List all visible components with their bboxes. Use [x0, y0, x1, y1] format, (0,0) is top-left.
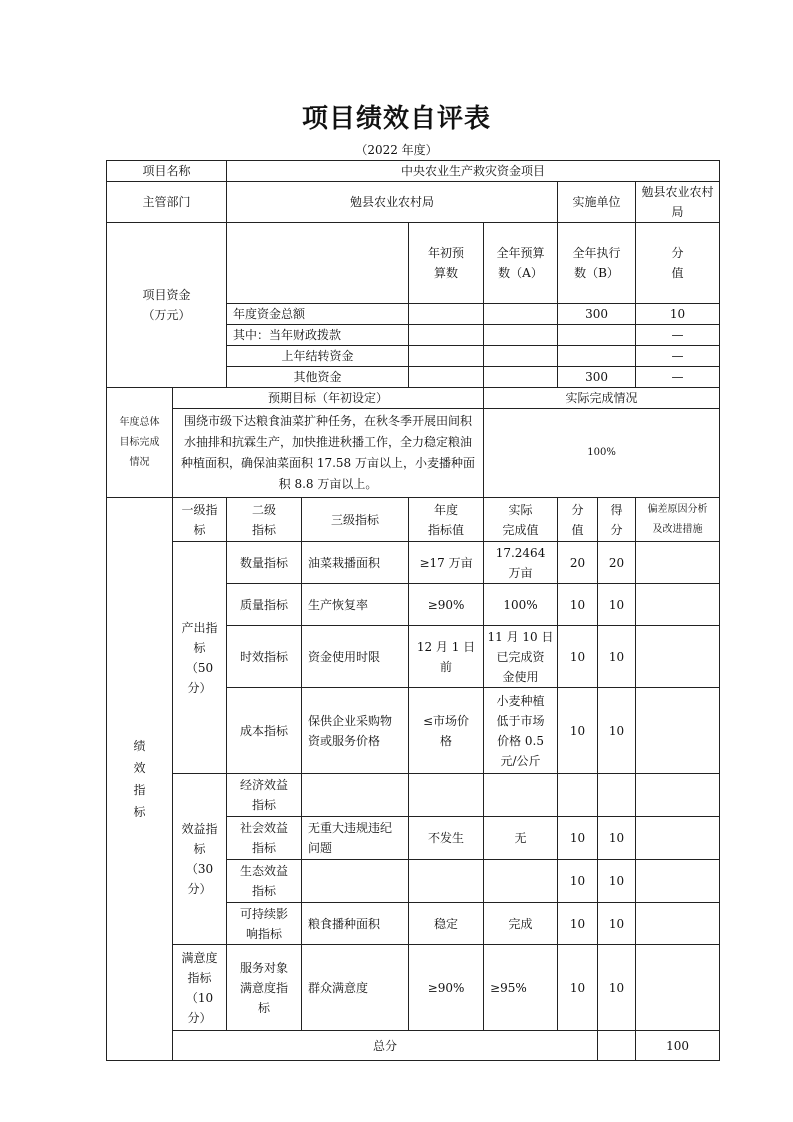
- perf-label-char: 效: [133, 761, 146, 775]
- benefit-l1-line2: 标: [193, 842, 206, 856]
- ind-l3: [302, 688, 409, 774]
- ind-header-target-line2: 指标值: [428, 522, 465, 537]
- ind-actual: 无: [484, 817, 558, 860]
- funds-row-full: [484, 367, 558, 388]
- ind-target: 不发生: [409, 817, 484, 860]
- funds-row-score: —: [636, 325, 720, 346]
- perf-label-char: 指: [133, 783, 146, 797]
- ind-actual: ≥95%: [484, 945, 558, 1031]
- ind-score: 10: [558, 817, 598, 860]
- ind-header-got: [598, 498, 636, 542]
- funds-header-blank: [227, 223, 409, 304]
- ind-l3-line2: 问题: [308, 841, 333, 855]
- ind-l2-line1: 生态效益: [240, 864, 289, 878]
- funds-row-score: 10: [636, 304, 720, 325]
- ind-l2-line1: 社会效益: [240, 821, 289, 835]
- satisfaction-l1-label: [173, 945, 227, 1031]
- funds-row-exec: [558, 325, 636, 346]
- ind-actual-line4: 元/公斤: [500, 753, 541, 768]
- ind-target: ≥90%: [409, 945, 484, 1031]
- ind-reason: [636, 584, 720, 626]
- ind-l2: [227, 774, 302, 817]
- ind-got: 10: [598, 626, 636, 688]
- ind-got: 10: [598, 817, 636, 860]
- ind-header-l2: [227, 498, 302, 542]
- funds-row-label: 上年结转资金: [227, 346, 409, 367]
- funds-row-full: [484, 346, 558, 367]
- goals-actual-header: 实际完成情况: [484, 388, 720, 409]
- ind-got: 10: [598, 584, 636, 626]
- ind-actual-line2: 低于市场: [496, 713, 545, 728]
- ind-l3: 粮食播种面积: [302, 903, 409, 945]
- ind-l3: 生产恢复率: [302, 584, 409, 626]
- ind-target: 稳定: [409, 903, 484, 945]
- ind-reason: [636, 945, 720, 1031]
- goals-label-line3: 情况: [129, 456, 150, 468]
- ind-actual-line3: 价格 0.5: [497, 733, 544, 748]
- goals-actual-text: 100%: [484, 409, 720, 498]
- ind-target-line1: 12 月 1 日: [416, 639, 476, 654]
- funds-row-label: 其中：当年财政拨款: [227, 325, 409, 346]
- ind-l3: 资金使用时限: [302, 626, 409, 688]
- ind-actual-line1: 11 月 10 日: [487, 629, 554, 644]
- perf-label-char: 标: [133, 805, 146, 819]
- ind-got: 10: [598, 903, 636, 945]
- ind-header-l2-line2: 指标: [252, 522, 277, 537]
- funds-row-init: [409, 325, 484, 346]
- year-subtitle: （2022 年度）: [355, 143, 438, 157]
- ind-l2: [227, 903, 302, 945]
- funds-header-exec: [558, 223, 636, 304]
- ind-actual: [484, 688, 558, 774]
- total-score: [598, 1031, 636, 1061]
- ind-l2: [227, 860, 302, 903]
- ind-header-l2-line1: 二级: [252, 502, 277, 517]
- ind-header-got-line2: 分: [610, 522, 623, 537]
- ind-score: 10: [558, 688, 598, 774]
- ind-score: 10: [558, 945, 598, 1031]
- ind-got: 10: [598, 945, 636, 1031]
- ind-header-actual: [484, 498, 558, 542]
- ind-l2: [227, 817, 302, 860]
- ind-header-l1-line1: 一级指: [181, 502, 218, 517]
- ind-target: [409, 626, 484, 688]
- ind-score: 10: [558, 584, 598, 626]
- funds-row-init: [409, 346, 484, 367]
- ind-reason: [636, 626, 720, 688]
- satisfaction-l1-line2: 指标: [187, 970, 212, 985]
- ind-actual-line2: 已完成资: [496, 649, 545, 664]
- output-l1-line4: 分）: [187, 680, 212, 695]
- impl-value: 勉县农业农村局: [636, 182, 720, 223]
- ind-score: [558, 774, 598, 817]
- ind-header-l1-line2: 标: [193, 522, 206, 537]
- ind-l2: [227, 945, 302, 1031]
- funds-header-init: [409, 223, 484, 304]
- ind-l2: 质量指标: [227, 584, 302, 626]
- funds-header-score-line1: 分: [671, 246, 684, 260]
- goals-label-line2: 目标完成: [119, 436, 160, 448]
- ind-header-reason: [636, 498, 720, 542]
- ind-header-actual-line2: 完成值: [502, 522, 539, 537]
- benefit-l1-line3: （30: [185, 862, 214, 876]
- goals-expected-text: 围绕市级下达粮食油菜扩种任务，在秋冬季开展田间积水抽排和抗霖生产，加快推进秋播工作，全力稳定粮油种植面积，确保油菜面积 17.58 万亩以上，小麦播种面积 8.8 万亩以上。: [173, 409, 484, 498]
- ind-l2-line2: 满意度指: [240, 980, 289, 995]
- ind-l2-line1: 经济效益: [240, 778, 289, 792]
- ind-l2-line1: 可持续影: [240, 906, 289, 921]
- dept-label: 主管部门: [107, 182, 227, 223]
- ind-header-score: [558, 498, 598, 542]
- ind-actual-line1: 17.2464: [495, 545, 546, 560]
- benefit-l1-line1: 效益指: [181, 822, 218, 836]
- funds-header-exec-line1: 全年执行: [572, 246, 621, 260]
- project-name-label: 项目名称: [107, 161, 227, 182]
- goals-label-line1: 年度总体: [119, 416, 160, 428]
- funds-row-exec: [558, 346, 636, 367]
- satisfaction-l1-line3: （10: [185, 990, 214, 1005]
- benefit-l1-line4: 分）: [187, 882, 212, 896]
- funds-header-score-line2: 值: [671, 266, 684, 280]
- dept-value: 勉县农业农村局: [227, 182, 558, 223]
- ind-target: [409, 688, 484, 774]
- perf-label: [107, 498, 173, 1061]
- funds-row-score: —: [636, 367, 720, 388]
- ind-reason: [636, 774, 720, 817]
- funds-row-full: [484, 304, 558, 325]
- funds-label-line2: （万元）: [142, 308, 191, 322]
- satisfaction-l1-line4: 分）: [187, 1010, 212, 1025]
- ind-reason: [636, 860, 720, 903]
- ind-actual-line1: 小麦种植: [496, 693, 545, 708]
- ind-reason: [636, 542, 720, 584]
- ind-l3: [302, 860, 409, 903]
- ind-got: 10: [598, 860, 636, 903]
- ind-l2-line2: 指标: [252, 841, 277, 855]
- funds-header-full: [484, 223, 558, 304]
- funds-header-full-line2: 数（A）: [498, 266, 543, 280]
- evaluation-table: [106, 160, 720, 1061]
- output-l1-line3: （50: [185, 660, 214, 675]
- ind-actual-line2: 万亩: [508, 565, 533, 580]
- goals-expected-header: 预期目标（年初设定）: [173, 388, 484, 409]
- total-got: 100: [636, 1031, 720, 1061]
- ind-l2: 成本指标: [227, 688, 302, 774]
- ind-l2-line2: 指标: [252, 884, 277, 898]
- ind-actual: 完成: [484, 903, 558, 945]
- ind-l2-line3: 标: [258, 1000, 271, 1015]
- funds-header-full-line1: 全年预算: [496, 246, 545, 260]
- output-l1-label: [173, 542, 227, 774]
- goals-label: [107, 388, 173, 498]
- satisfaction-l1-line1: 满意度: [181, 950, 218, 965]
- ind-header-score-line2: 值: [571, 522, 584, 537]
- funds-header-score: [636, 223, 720, 304]
- funds-row-score: —: [636, 346, 720, 367]
- benefit-l1-label: [173, 774, 227, 945]
- perf-label-char: 绩: [133, 739, 146, 753]
- ind-l2: 数量指标: [227, 542, 302, 584]
- ind-score: 20: [558, 542, 598, 584]
- funds-row-label: 年度资金总额: [227, 304, 409, 325]
- ind-score: 10: [558, 903, 598, 945]
- ind-l3: [302, 774, 409, 817]
- project-name-value: 中央农业生产救灾资金项目: [227, 161, 720, 182]
- ind-target: ≥17 万亩: [409, 542, 484, 584]
- output-l1-line2: 标: [193, 640, 206, 655]
- ind-reason: [636, 688, 720, 774]
- ind-l3-line1: 保供企业采购物: [308, 713, 393, 728]
- ind-l2-line2: 指标: [252, 798, 277, 812]
- funds-label: [107, 223, 227, 388]
- output-l1-line1: 产出指: [181, 620, 218, 635]
- total-label: 总分: [173, 1031, 598, 1061]
- funds-header-init-line1: 年初预: [428, 246, 465, 260]
- ind-header-target-line1: 年度: [434, 502, 459, 517]
- ind-score: 10: [558, 626, 598, 688]
- funds-label-line1: 项目资金: [142, 288, 191, 302]
- ind-header-got-line1: 得: [610, 502, 623, 517]
- page-title: 项目绩效自评表: [301, 104, 491, 134]
- ind-actual-line3: 金使用: [502, 669, 539, 684]
- ind-l2-line1: 服务对象: [240, 960, 289, 975]
- ind-header-l3: 三级指标: [302, 498, 409, 542]
- ind-header-l1: [173, 498, 227, 542]
- ind-target: [409, 860, 484, 903]
- funds-row-init: [409, 367, 484, 388]
- ind-actual: [484, 626, 558, 688]
- ind-actual: [484, 774, 558, 817]
- ind-header-actual-line1: 实际: [508, 502, 533, 517]
- ind-actual: [484, 860, 558, 903]
- ind-score: 10: [558, 860, 598, 903]
- ind-reason: [636, 903, 720, 945]
- ind-target-line2: 格: [440, 733, 453, 748]
- ind-reason: [636, 817, 720, 860]
- funds-row-exec: 300: [558, 304, 636, 325]
- ind-l3: 群众满意度: [302, 945, 409, 1031]
- ind-actual: [484, 542, 558, 584]
- ind-got: 10: [598, 688, 636, 774]
- ind-target-line2: 前: [440, 659, 453, 674]
- funds-row-init: [409, 304, 484, 325]
- ind-target: [409, 774, 484, 817]
- ind-actual: 100%: [484, 584, 558, 626]
- funds-row-exec: 300: [558, 367, 636, 388]
- ind-got: [598, 774, 636, 817]
- ind-l3: [302, 817, 409, 860]
- impl-label: 实施单位: [558, 182, 636, 223]
- ind-l2-line2: 响指标: [246, 926, 283, 941]
- funds-header-init-line2: 算数: [434, 266, 459, 280]
- ind-l3: 油菜栽播面积: [302, 542, 409, 584]
- ind-header-reason-line2: 及改进措施: [652, 523, 703, 535]
- ind-l2: 时效指标: [227, 626, 302, 688]
- ind-header-reason-line1: 偏差原因分析: [647, 503, 708, 515]
- ind-target-line1: ≤市场价: [422, 713, 470, 728]
- funds-header-exec-line2: 数（B）: [574, 266, 619, 280]
- funds-row-label: 其他资金: [227, 367, 409, 388]
- ind-l3-line1: 无重大违规违纪: [308, 821, 393, 835]
- ind-header-score-line1: 分: [571, 502, 584, 517]
- ind-target: ≥90%: [409, 584, 484, 626]
- ind-got: 20: [598, 542, 636, 584]
- funds-row-full: [484, 325, 558, 346]
- ind-header-target: [409, 498, 484, 542]
- ind-l3-line2: 资或服务价格: [308, 733, 381, 748]
